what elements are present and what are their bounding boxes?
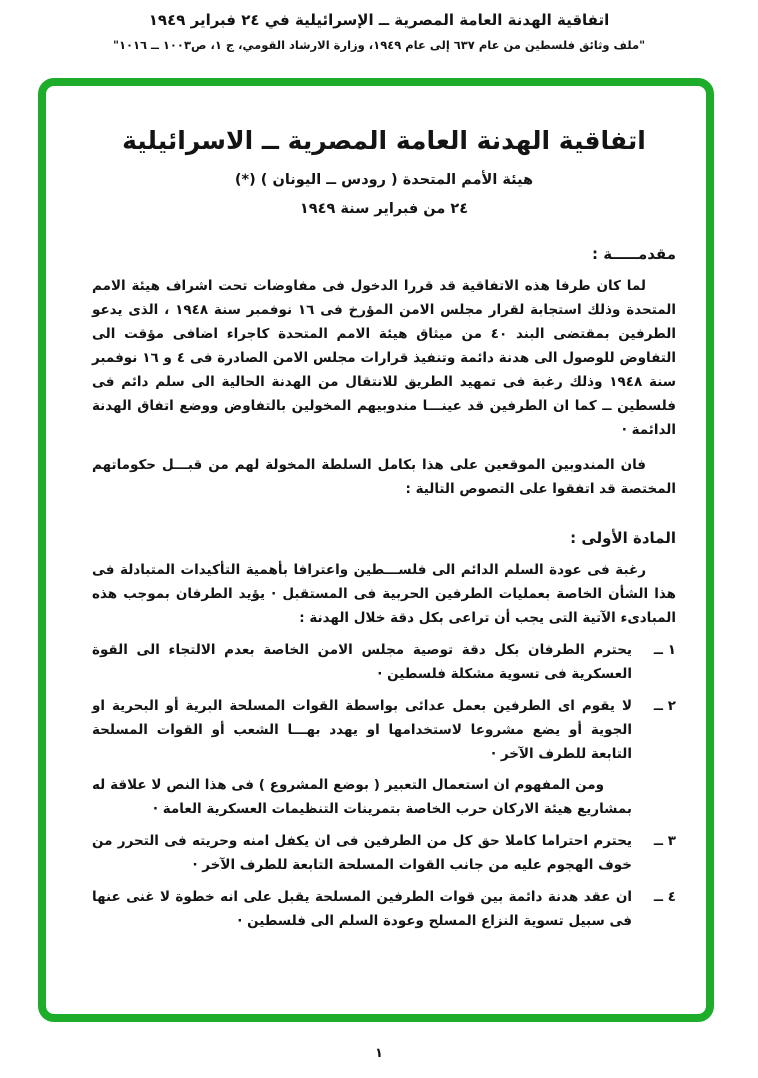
document-frame <box>38 78 714 1022</box>
section-heading-introduction: مقدمـــــة : <box>592 245 676 263</box>
item-3-number-marker: ٣ ــ <box>653 833 676 849</box>
document-subtitle: هيئة الأمم المتحدة ( رودس ــ اليونان ) (*) <box>234 172 534 188</box>
introduction-paragraph-2: فان المندوبين الموقعين على هذا بكامل السلطة المخولة لهم من قبـــل حكوماتهم المختصة قد اتفقوا على التصوص التالية : <box>92 457 676 497</box>
item-4-body <box>92 885 632 933</box>
article-one-principles-list <box>92 638 676 933</box>
item-1-text: يحترم الطرفان بكل دقة توصية مجلس الامن الخاصة بعدم الالتجاء الى القوة العسكرية فى تسوية مشكلة فلسطين · <box>92 642 632 682</box>
document-date-line: ٢٤ من فبراير سنة ١٩٤٩ <box>299 201 469 217</box>
item-2-text: لا يقوم اى الطرفين بعمل عدائى بواسطة القوات المسلحة البرية أو البحرية او الجوية أو يضع مشروعا لاستخدامها او يهدد بهـــا الشعب أو القوات المسلحة التابعة للطرف الآخر · <box>92 698 632 762</box>
document-title: اتفاقية الهدنة العامة المصرية ــ الاسرائيلية <box>122 126 646 155</box>
item-4-text: ان عقد هدنة دائمة بين قوات الطرفين المسلحة يقبل على انه خطوة لا غنى عنها فى سبيل تسوية النزاع المسلح وعودة السلم الى فلسطين · <box>92 889 632 929</box>
header-title: اتفاقية الهدنة العامة المصرية ــ الإسرائيلية في ٢٤ فبراير ١٩٤٩ <box>148 11 610 29</box>
principle-item-1 <box>92 638 676 686</box>
article-one-intro-paragraph: رغبة فى عودة السلم الدائم الى فلســـطين واعترافا بأهمية التأكيدات المتبادلة فى هذا الشأن الخاصة بعمليات الطرفين الحربية فى المستقبل · يؤيد الطرفان بموجب هذه المبادىء الآتية التى يجب أن تراعى بكل دقة خلال الهدنة : <box>92 562 676 626</box>
item-2-number-marker: ٢ ــ <box>653 698 676 714</box>
item-1-body <box>92 638 632 686</box>
item-2-clarification-note: ومن المفهوم ان استعمال التعبير ( بوضع المشروع ) فى هذا النص لا علاقة له بمشاريع هيئة الاركان حرب الخاصة بتمرينات التنظيمات العسكرية العامة · <box>92 777 632 817</box>
page-header <box>0 11 758 52</box>
item-3-text: يحترم احتراما كاملا حق كل من الطرفين فى ان يكفل امنه وحريته فى التحرر من خوف الهجوم عليه من جانب القوات المسلحة التابعة للطرف الآخر · <box>92 833 632 873</box>
page-number: ١ <box>375 1046 383 1061</box>
principle-item-3 <box>92 829 676 877</box>
item-3-body <box>92 829 632 877</box>
introduction-paragraph-1: لما كان طرفا هذه الاتفاقية قد قررا الدخول فى مفاوضات تحت اشراف هيئة الامم المتحدة وذلك استجابة لقرار مجلس الامن المؤرخ فى ١٦ نوفمبر سنة ١٩٤٨ ، الذى يدعو الطرفين بمقتضى البند ٤٠ من ميثاق هيئة الامم المتحدة كاجراء اضافى مؤقت الى التفاوض للوصول الى هدنة دائمة وتنفيذ قرارات مجلس الامن الصادرة فى ٤ و ١٦ نوفمبر سنة ١٩٤٨ وذلك رغبة فى تمهيد الطريق للانتقال من الهدنة الحالية الى سلم دائم فى فلسطين ــ كما ان الطرفين قد عينـــا مندوبيهم المخولين بالتفاوض ووضع اتفاق الهدنة الدائمة · <box>92 278 676 438</box>
item-2-body <box>92 694 632 821</box>
header-source-citation: "ملف وثائق فلسطين من عام ٦٣٧ إلى عام ١٩٤٩، وزارة الارشاد القومي، ج ١، ص١٠٠٣ ــ ١٠١٦" <box>112 38 646 52</box>
principle-item-2 <box>92 694 676 821</box>
item-4-number-marker: ٤ ــ <box>653 889 676 905</box>
item-1-number-marker: ١ ــ <box>653 642 676 658</box>
section-heading-article-one: المادة الأولى : <box>570 529 676 547</box>
principle-item-4 <box>92 885 676 933</box>
